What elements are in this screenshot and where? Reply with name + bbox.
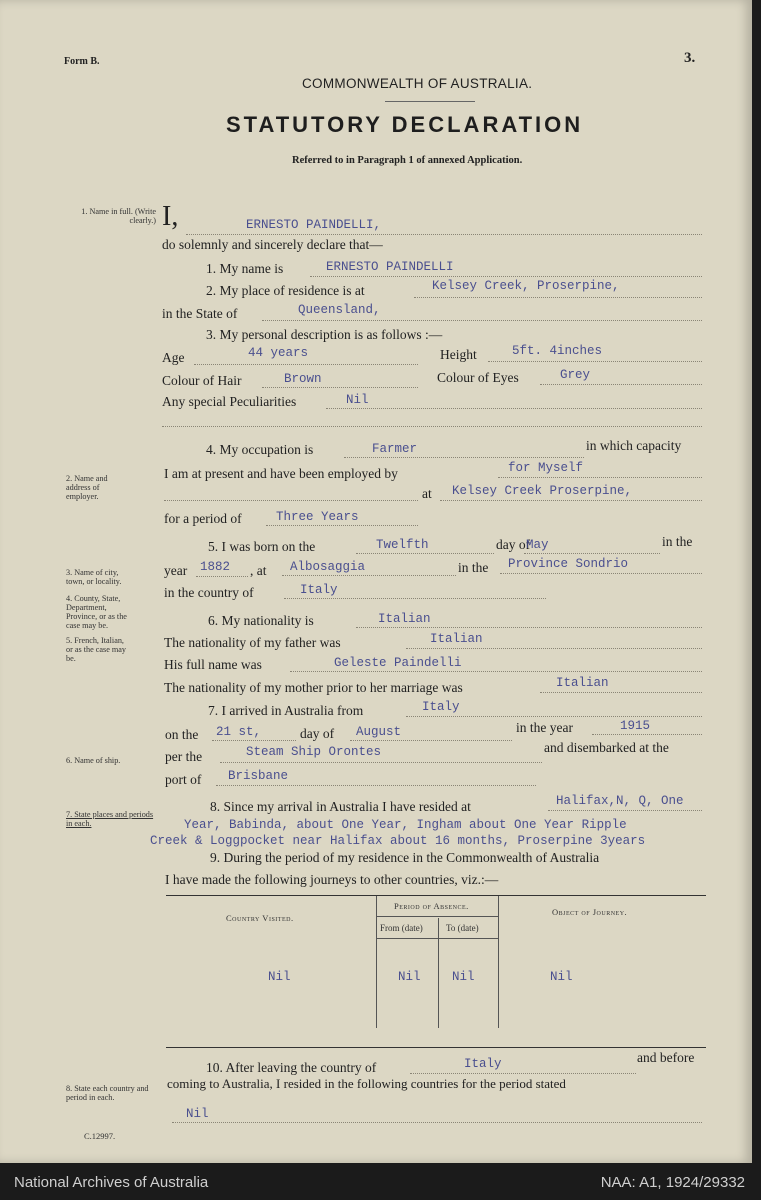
p8-line2: Year, Babinda, about One Year, Ingham about One Year Ripple	[184, 818, 627, 832]
fill-line	[186, 234, 702, 235]
fill-line	[212, 740, 296, 741]
fill-line	[196, 576, 248, 577]
page-subtitle: Referred to in Paragraph 1 of annexed Application.	[292, 155, 523, 166]
fill-line	[266, 525, 418, 526]
p4-employer: for Myself	[508, 461, 584, 475]
col-country-visited: Country Visited.	[226, 913, 294, 923]
fill-line	[350, 740, 512, 741]
p4-employed-label: I am at present and have been employed by	[164, 466, 398, 481]
table-subheader-rule	[376, 938, 498, 939]
fill-line	[540, 692, 702, 693]
p5-in-the-2: in the	[458, 560, 489, 575]
fill-line	[284, 598, 546, 599]
p7-year: 1915	[620, 719, 651, 733]
p6-mother-value: Italian	[556, 676, 609, 690]
cell-to: Nil	[452, 970, 475, 984]
cell-country: Nil	[268, 970, 291, 984]
p3-eyes-label: Colour of Eyes	[437, 370, 519, 385]
margin-note-5: 5. French, Italian, or as the case may be.	[66, 636, 127, 663]
p3-label: 3. My personal description is as follows :—	[206, 327, 443, 342]
p7-year-label: in the year	[516, 720, 573, 735]
fill-line	[440, 500, 702, 501]
p4-at-value: Kelsey Creek Proserpine,	[452, 484, 633, 498]
fill-line	[262, 320, 702, 321]
p10-country: Italy	[464, 1057, 502, 1071]
fill-line	[194, 364, 418, 365]
p5-year-label: year	[164, 563, 188, 578]
p3-eyes-value: Grey	[560, 368, 591, 382]
col-object-of-journey: Object of Journey.	[552, 907, 628, 917]
p7-month: August	[356, 725, 402, 739]
p3-height-value: 5ft. 4inches	[512, 344, 603, 358]
form-code: C.12997.	[84, 1131, 116, 1141]
declaration-i: I,	[162, 201, 179, 232]
margin-note-2: 2. Name and address of employer.	[66, 474, 108, 501]
fill-line	[290, 671, 702, 672]
fill-line	[356, 553, 494, 554]
fill-line	[164, 500, 418, 501]
p2-state-label: in the State of	[162, 306, 238, 321]
fill-line	[172, 1122, 702, 1123]
p5-day-of: day of	[496, 537, 531, 552]
p4-period-label: for a period of	[164, 511, 242, 526]
p7-per-the: per the	[165, 749, 203, 764]
margin-note-6: 6. Name of ship.	[66, 756, 121, 765]
p7-port: Brisbane	[228, 769, 289, 783]
p6-fullname-label: His full name was	[164, 657, 262, 672]
p8-label: 8. Since my arrival in Australia I have resided at	[210, 799, 471, 814]
p3-height-label: Height	[440, 347, 477, 362]
commonwealth-heading: COMMONWEALTH OF AUSTRALIA.	[302, 76, 533, 91]
archive-footer	[0, 1163, 761, 1200]
solemn-text: do solemnly and sincerely declare that—	[162, 237, 383, 252]
p10-label-2: coming to Australia, I resided in the following countries for the period stated	[167, 1076, 566, 1091]
fill-line	[488, 361, 702, 362]
cell-object: Nil	[550, 970, 573, 984]
p8-line3: Creek & Loggpocket near Halifax about 16 months, Proserpine 3years	[150, 834, 646, 848]
p7-label: 7. I arrived in Australia from	[208, 703, 364, 718]
p7-day-of: day of	[300, 726, 335, 741]
col-from-date: From (date)	[380, 923, 423, 933]
p5-at: , at	[250, 563, 267, 578]
p2-label: 2. My place of residence is at	[206, 283, 365, 298]
p7-ship: Steam Ship Orontes	[246, 745, 382, 759]
p8-line1: Halifax,N, Q, One	[556, 794, 684, 808]
p4-label: 4. My occupation is	[206, 442, 314, 457]
p3-hair-label: Colour of Hair	[162, 373, 242, 388]
col-period-of-absence: Period of Absence.	[394, 901, 469, 911]
p5-province: Province Sondrio	[508, 557, 629, 571]
margin-note-8: 8. State each country and period in each.	[66, 1084, 149, 1102]
p10-before: and before	[637, 1050, 695, 1065]
p9-label-2: I have made the following journeys to other countries, viz.:—	[165, 872, 499, 887]
p6-father-label: The nationality of my father was	[164, 635, 341, 650]
fill-line	[406, 648, 702, 649]
fill-line	[414, 297, 702, 298]
fill-line	[540, 384, 702, 385]
p2-state-value: Queensland,	[298, 303, 381, 317]
p10-value: Nil	[186, 1107, 209, 1121]
header-divider	[385, 101, 475, 102]
fill-line	[548, 810, 702, 811]
p5-country: Italy	[300, 583, 338, 597]
p6-fullname-value: Geleste Paindelli	[334, 656, 462, 670]
margin-note-1: 1. Name in full. (Write clearly.)	[81, 207, 156, 225]
fill-line	[524, 553, 660, 554]
p4-at-label: at	[422, 486, 432, 501]
table-divider	[438, 918, 439, 1028]
margin-note-4: 4. County, State, Department, Province, or as the case may be.	[66, 594, 127, 630]
p3-hair-value: Brown	[284, 372, 322, 386]
p7-port-label: port of	[165, 772, 202, 787]
col-to-date: To (date)	[446, 923, 479, 933]
form-label: Form B.	[64, 56, 100, 67]
p3-age-value: 44 years	[248, 346, 309, 360]
p4-period-value: Three Years	[276, 510, 359, 524]
fill-line	[406, 716, 702, 717]
fill-line	[500, 573, 702, 574]
p5-month: May	[526, 538, 549, 552]
p5-day: Twelfth	[376, 538, 429, 552]
p5-place: Albosaggia	[290, 560, 366, 574]
fill-line	[262, 387, 418, 388]
fill-line	[356, 627, 702, 628]
fill-line	[326, 408, 702, 409]
page-number: 3.	[684, 50, 696, 66]
fill-line	[410, 1073, 636, 1074]
fill-line	[498, 477, 702, 478]
fill-line	[162, 426, 702, 427]
margin-note-3: 3. Name of city, town, or locality.	[66, 568, 122, 586]
declarant-name: ERNESTO PAINDELLI,	[246, 218, 382, 232]
p6-father-value: Italian	[430, 632, 483, 646]
p3-peculiarities-value: Nil	[346, 393, 369, 407]
p1-label: 1. My name is	[206, 261, 284, 276]
fill-line	[216, 785, 536, 786]
p4-capacity: in which capacity	[586, 438, 682, 453]
p5-year: 1882	[200, 560, 231, 574]
fill-line	[344, 457, 584, 458]
p2-value: Kelsey Creek, Proserpine,	[432, 279, 620, 293]
cell-from: Nil	[398, 970, 421, 984]
p9-label: 9. During the period of my residence in the Commonwealth of Australia	[210, 850, 600, 865]
p3-peculiarities-label: Any special Peculiarities	[162, 394, 297, 409]
p3-age-label: Age	[162, 350, 185, 365]
fill-line	[282, 575, 456, 576]
footer-right: NAA: A1, 1924/29332	[600, 1174, 745, 1191]
p10-label: 10. After leaving the country of	[206, 1060, 377, 1075]
p7-from: Italy	[422, 700, 460, 714]
footer-left: National Archives of Australia	[14, 1174, 209, 1191]
fill-line	[310, 276, 702, 277]
p7-day: 21 st,	[216, 725, 262, 739]
table-bottom-rule	[166, 1047, 706, 1048]
p7-disembarked: and disembarked at the	[544, 740, 669, 755]
p6-mother-label: The nationality of my mother prior to her marriage was	[164, 680, 463, 695]
margin-note-7: 7. State places and periods in each.	[66, 810, 154, 828]
p5-in-the: in the	[662, 534, 693, 549]
p1-value: ERNESTO PAINDELLI	[326, 260, 454, 274]
p6-label: 6. My nationality is	[208, 613, 314, 628]
table-top-rule	[166, 895, 706, 896]
page-title: STATUTORY DECLARATION	[226, 112, 584, 137]
table-divider	[498, 896, 499, 1028]
p6-value: Italian	[378, 612, 431, 626]
fill-line	[592, 734, 702, 735]
p4-value: Farmer	[372, 442, 418, 456]
p7-on-the: on the	[165, 727, 199, 742]
table-subheader-rule	[376, 916, 498, 917]
p5-country-label: in the country of	[164, 585, 254, 600]
fill-line	[220, 762, 542, 763]
p5-label: 5. I was born on the	[208, 539, 316, 554]
